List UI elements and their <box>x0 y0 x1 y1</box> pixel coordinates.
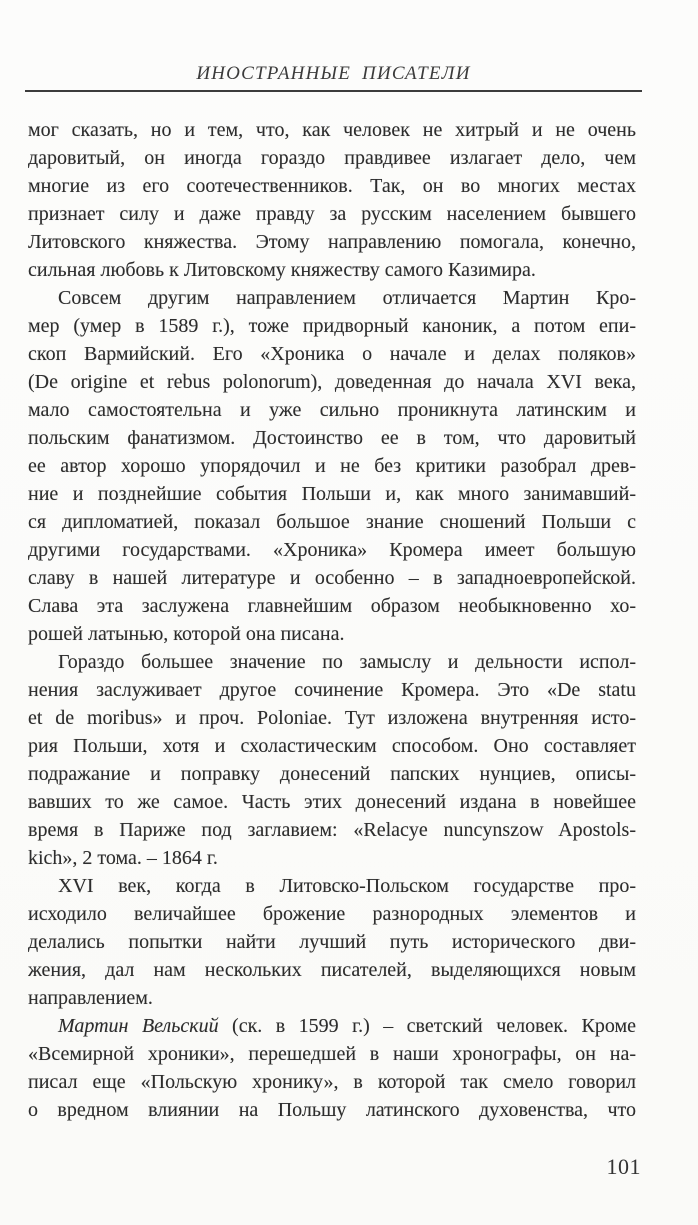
page-text <box>28 116 636 1124</box>
text-line: признает силу и даже правду за русским населением бывшего <box>28 203 636 225</box>
text-line: Гораздо большее значение по замыслу и дельности испол- <box>58 651 636 673</box>
text-line <box>28 1012 636 1040</box>
text-line: ся дипломатией, показал большое знание сношений Польши с <box>28 511 636 533</box>
text-line: подражание и поправку донесений папских нунциев, описы- <box>28 763 636 785</box>
text-line: мог сказать, но и тем, что, как человек не хитрый и не очень <box>28 119 636 141</box>
text-line: жения, дал нам нескольких писателей, выделяющихся новым <box>28 959 636 981</box>
text-line: вавших то же самое. Часть этих донесений издана в новейшее <box>28 791 636 813</box>
text-line: сильная любовь к Литовскому княжеству самого Казимира. <box>28 259 536 281</box>
italic-text: Мартин Вельский <box>58 1015 219 1037</box>
text-line: et de moribus» и проч. Poloniae. Тут изложена внутренняя исто- <box>28 707 636 729</box>
running-header <box>25 63 642 92</box>
text-line: ее автор хорошо упорядочил и не без критики разобрал древ- <box>28 455 636 477</box>
text-line: kich», 2 тома. – 1864 г. <box>28 847 218 869</box>
text-line: нения заслуживает другое сочинение Кромера. Это «De statu <box>28 679 636 701</box>
text-line: время в Париже под заглавием: «Relacye nuncynszow Apostols- <box>28 819 636 841</box>
text-line: «Всемирной хроники», перешедшей в наши хронографы, он на- <box>28 1043 636 1065</box>
text-line: даровитый, он иногда гораздо правдивее излагает дело, чем <box>28 147 636 169</box>
text-line: направлением. <box>28 987 153 1009</box>
text-line: писал еще «Польскую хронику», в которой так смело говорил <box>28 1071 636 1093</box>
text-line: Слава эта заслужена главнейшим образом необыкновенно хо- <box>28 595 636 617</box>
text-line: XVI век, когда в Литовско-Польском государстве про- <box>58 875 636 897</box>
text-line: скоп Вармийский. Его «Хроника о начале и делах поляков» <box>28 343 636 365</box>
text-line: (De origine et rebus polonorum), доведенная до начала XVI века, <box>28 371 636 393</box>
text-line: исходило величайшее брожение разнородных элементов и <box>28 903 636 925</box>
text-line: славу в нашей литературе и особенно – в западноевропейской. <box>28 567 636 589</box>
text-line: делались попытки найти лучший путь исторического дви- <box>28 931 636 953</box>
text-line: польским фанатизмом. Достоинство ее в том, что даровитый <box>28 427 636 449</box>
page-number: 101 <box>606 1154 641 1179</box>
running-header-title: ИНОСТРАННЫЕ ПИСАТЕЛИ <box>196 63 471 84</box>
text-line: рошей латынью, которой она писана. <box>28 623 345 645</box>
text-line: мало самостоятельна и уже сильно проникнута латинским и <box>28 399 636 421</box>
text-line: о вредном влиянии на Польшу латинского духовенства, что <box>28 1099 636 1121</box>
text-line: многие из его соотечественников. Так, он во многих местах <box>28 175 636 197</box>
text-line: мер (умер в 1589 г.), тоже придворный каноник, а потом епи- <box>28 315 636 337</box>
text-line: другими государствами. «Хроника» Кромера имеет большую <box>28 539 636 561</box>
text-line: рия Польши, хотя и схоластическим способом. Оно составляет <box>28 735 636 757</box>
text-line: Литовского княжества. Этому направлению помогала, конечно, <box>28 231 636 253</box>
text-line: Совсем другим направлением отличается Мартин Кро- <box>58 287 636 309</box>
text-line: ние и позднейшие события Польши и, как много занимавший- <box>28 483 636 505</box>
regular-text: (ск. в 1599 г.) – светский человек. Кроме <box>218 1015 636 1037</box>
